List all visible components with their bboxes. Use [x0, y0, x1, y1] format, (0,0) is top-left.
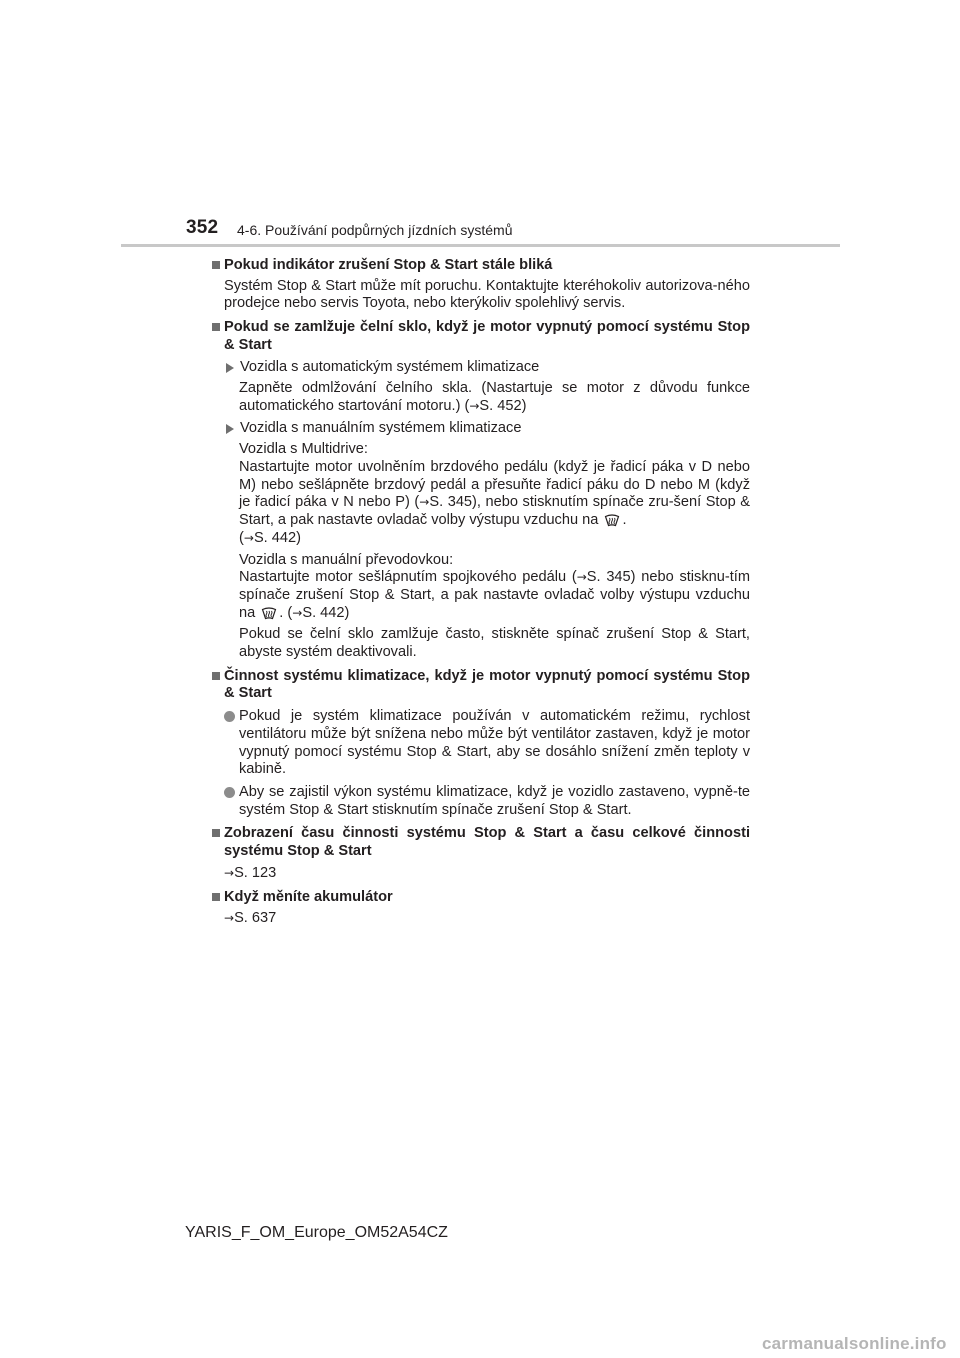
arrow-icon: →: [576, 570, 587, 585]
document-code: YARIS_F_OM_Europe_OM52A54CZ: [185, 1224, 448, 1241]
page-content: [212, 254, 750, 928]
list-item: Aby se zajistil výkon systému klimatizace, když je vozidlo zastaveno, vypně-te systém Stop & Start stisknutím spínače zrušení Stop & Start.: [212, 784, 750, 819]
triangle-bullet-icon: [226, 363, 234, 373]
subheading-auto-ac: Vozidla s automatickým systémem klimatizace: [212, 359, 750, 377]
section-heading: Pokud indikátor zrušení Stop & Start stále bliká: [212, 257, 750, 275]
paragraph: Vozidla s manuální převodovkou: Nastartujte motor sešlápnutím spojkového pedálu (→S. 345) nebo stisknu-tím spínače zrušení Stop & Start, a pak nastavte ovladač volby výstupu vzduchu na . (→S. 442): [239, 551, 750, 621]
subheading-manual-ac: Vozidla s manuálním systémem klimatizace: [212, 420, 750, 438]
cross-reference[interactable]: →S. 123: [224, 864, 277, 881]
arrow-icon: →: [292, 605, 303, 620]
square-bullet-icon: [212, 893, 220, 901]
square-bullet-icon: [212, 672, 220, 680]
arrow-icon: →: [224, 911, 235, 926]
paragraph: Systém Stop & Start může mít poruchu. Kontaktujte kteréhokoliv autorizova-ného prodejce nebo servis Toyota, nebo kterýkoliv spolehlivý servis.: [224, 277, 750, 312]
page-reference[interactable]: S. 345) nebo stisknu-tím spínače zrušení Stop & Start, a pak nastavte ovladač volby výstupu vzduchu na: [239, 569, 750, 621]
windshield-defroster-icon: [604, 513, 620, 527]
arrow-icon: →: [224, 865, 235, 880]
section-heading: Zobrazení času činnosti systému Stop & Start a času celkové činnosti systému Stop & Start: [212, 825, 750, 860]
arrow-icon: →: [419, 495, 430, 510]
section-heading: Pokud se zamlžuje čelní sklo, když je motor vypnutý pomocí systému Stop & Start: [212, 319, 750, 354]
section-heading: Činnost systému klimatizace, když je motor vypnutý pomocí systému Stop & Start: [212, 668, 750, 703]
arrow-icon: →: [469, 398, 480, 413]
paragraph: Vozidla s Multidrive: Nastartujte motor uvolněním brzdového pedálu (když je řadicí páka v D nebo M) nebo sešlápněte brzdový pedál a přesuňte řadicí páku do D nebo M (když je řadicí páka v N nebo P) (→S. 345), nebo stisknutím spínače zru-šení Stop & Start, a pak nastavte ovladač volby výstupu vzduchu na . (→S. 442): [239, 441, 750, 546]
watermark: carmanualsonline.info: [762, 1334, 947, 1353]
header-divider: [121, 244, 840, 247]
cross-reference[interactable]: →S. 637: [224, 910, 277, 927]
page-reference[interactable]: S. 442): [253, 529, 301, 546]
page-number: 352: [186, 217, 219, 238]
arrow-icon: →: [243, 530, 254, 545]
page-reference[interactable]: S. 452): [479, 397, 527, 414]
square-bullet-icon: [212, 829, 220, 837]
square-bullet-icon: [212, 323, 220, 331]
paragraph: Zapněte odmlžování čelního skla. (Nastartuje se motor z důvodu funkce automatického startování motoru.) (→S. 452): [239, 380, 750, 414]
circle-bullet-icon: [224, 711, 235, 722]
square-bullet-icon: [212, 261, 220, 269]
windshield-defroster-icon: [261, 606, 277, 620]
list-item: Pokud je systém klimatizace používán v automatickém režimu, rychlost ventilátoru může být snížena nebo může být ventilátor zastaven, když je motor vypnutý pomocí systému Stop & Start, aby se dosáhlo snížení změn teploty v kabině.: [212, 708, 750, 779]
page-reference[interactable]: S. 442): [302, 604, 350, 621]
section-heading: Když měníte akumulátor: [212, 889, 750, 907]
paragraph: Pokud se čelní sklo zamlžuje často, stiskněte spínač zrušení Stop & Start, abyste systém deaktivovali.: [239, 626, 750, 661]
circle-bullet-icon: [224, 787, 235, 798]
page-reference[interactable]: S. 345), nebo stisknutím spínače zru-šení Stop & Start, a pak nastavte ovladač volby výstupu vzduchu na: [239, 494, 750, 529]
triangle-bullet-icon: [226, 424, 234, 434]
section-title: 4-6. Používání podpůrných jízdních systémů: [237, 222, 513, 238]
